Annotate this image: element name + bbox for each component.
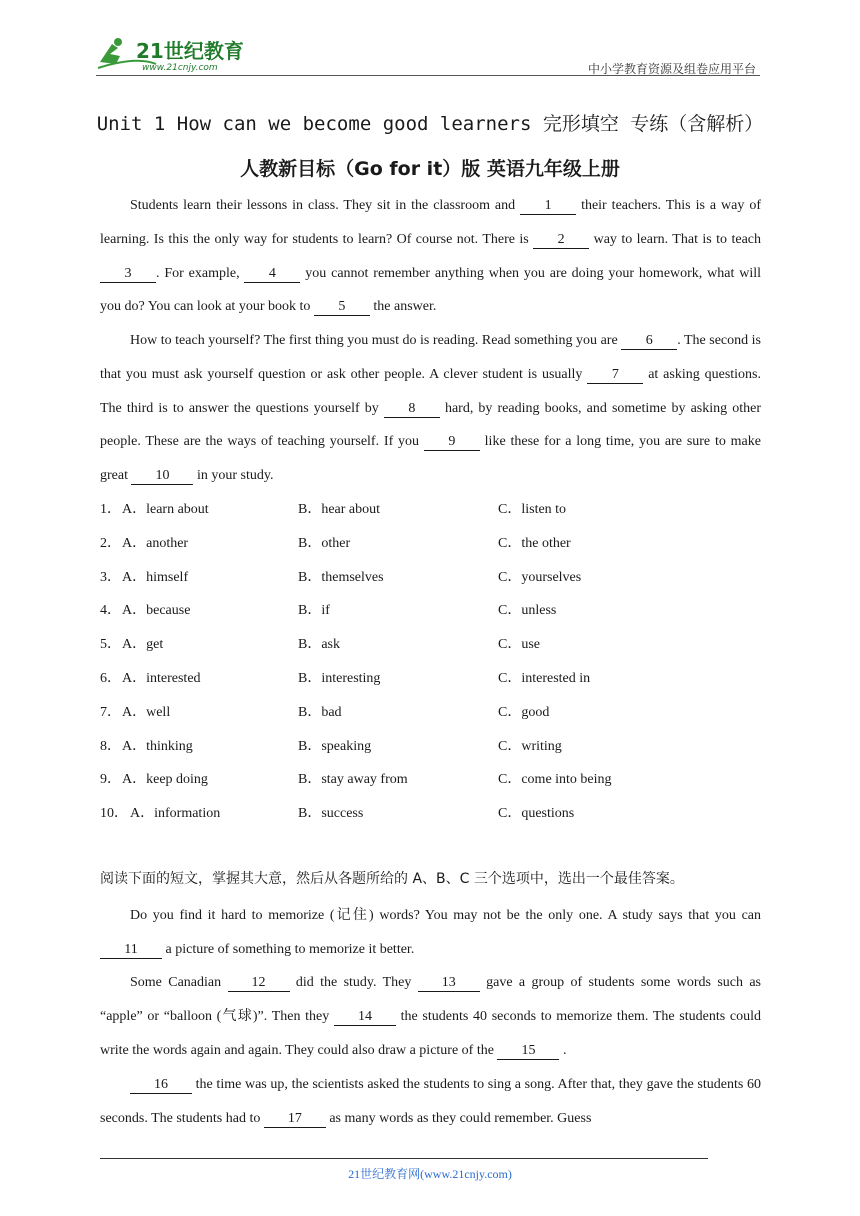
option-c[interactable]: C．unless <box>498 603 557 619</box>
option-row <box>100 666 761 700</box>
blank-6[interactable]: 6 <box>621 333 677 350</box>
passage-1-paragraph-1 <box>100 189 761 324</box>
blank-12[interactable]: 12 <box>228 975 290 992</box>
blank-10[interactable]: 10 <box>131 468 193 485</box>
option-a[interactable]: A．well <box>122 704 171 720</box>
option-c[interactable]: C．yourselves <box>498 569 582 585</box>
option-b[interactable]: B．themselves <box>298 569 384 585</box>
question-number: 9． <box>100 772 121 788</box>
option-row <box>100 734 761 768</box>
option-a[interactable]: A．interested <box>122 670 201 686</box>
passage-text: . For example, <box>156 265 245 281</box>
blank-8[interactable]: 8 <box>384 401 440 418</box>
option-c[interactable]: C．the other <box>498 535 571 551</box>
option-b[interactable]: B．stay away from <box>298 772 408 788</box>
question-number: 8． <box>100 738 121 754</box>
passage-text: did the study. They <box>289 975 418 990</box>
passage-2-paragraph-2 <box>100 966 761 1067</box>
platform-name: 中小学教育资源及组卷应用平台 <box>587 62 756 76</box>
option-a[interactable]: A．information <box>130 806 221 822</box>
option-row <box>100 700 761 734</box>
question-number: 6． <box>100 670 121 686</box>
passage-text: Students learn their lessons in class. They sit in the classroom and <box>130 198 521 213</box>
passage-text: as many words as they could remember. Guess <box>325 1110 592 1126</box>
option-row <box>100 632 761 666</box>
passage-text: the students 40 seconds to memorize them. The students could write the words again and again. They could also draw a picture of the <box>100 1008 761 1058</box>
passage-text: How to teach yourself? The first thing you must do is reading. Read something you are <box>130 333 622 348</box>
passage-text: the answer. <box>369 299 437 315</box>
option-row <box>100 497 761 531</box>
passage-text: like these for a long time, you are sure to make great <box>100 434 761 484</box>
option-b[interactable]: B．success <box>298 806 364 822</box>
blank-3[interactable]: 3 <box>100 266 156 283</box>
blank-16[interactable]: 16 <box>130 1077 192 1094</box>
svg-text:www.21cnjy.com: www.21cnjy.com <box>142 63 218 73</box>
blank-5[interactable]: 5 <box>314 299 370 316</box>
option-a[interactable]: A．get <box>122 637 164 653</box>
question-number: 3． <box>100 569 121 585</box>
option-b[interactable]: B．bad <box>298 704 342 720</box>
option-a[interactable]: A．keep doing <box>122 772 208 788</box>
blank-4[interactable]: 4 <box>244 266 300 283</box>
option-b[interactable]: B．if <box>298 603 330 619</box>
header-divider <box>96 75 760 76</box>
passage-text: in your study. <box>193 468 274 484</box>
blank-11[interactable]: 11 <box>100 942 162 959</box>
question-number: 7． <box>100 704 121 720</box>
svg-text:21世纪教育: 21世纪教育 <box>136 39 244 63</box>
option-c[interactable]: C．questions <box>498 806 575 822</box>
passage-text: their teachers. This is a way of learning. Is this the only way for students to learn? Of course not. There is <box>100 198 761 247</box>
option-row <box>100 801 761 835</box>
question-number: 2． <box>100 535 121 551</box>
option-c[interactable]: C．writing <box>498 738 562 754</box>
passage-text: Do you find it hard to memorize (记住) words? You may not be the only one. A study says that you can <box>130 908 761 923</box>
option-c[interactable]: C．good <box>498 704 550 720</box>
option-a[interactable]: A．himself <box>122 569 189 585</box>
passage-text: . The second is that you must ask yourself question or ask other people. A clever student is usually <box>100 333 762 382</box>
blank-9[interactable]: 9 <box>424 434 480 451</box>
option-c[interactable]: C．interested in <box>498 670 591 686</box>
passage-text: hard, by reading books, and sometime by asking other people. These are the ways of teaching yourself. If you <box>100 400 761 450</box>
page-header <box>96 30 760 76</box>
option-row <box>100 767 761 801</box>
site-logo <box>96 34 266 74</box>
option-row <box>100 598 761 632</box>
question-number: 1． <box>100 502 121 517</box>
option-b[interactable]: B．other <box>298 535 351 551</box>
title-line-1: Unit 1 How can we become good learners 完形填空 专练（含解析） <box>96 113 764 135</box>
blank-14[interactable]: 14 <box>334 1009 396 1026</box>
passage-text: gave a group of students some words such as “apple” or “balloon (气球)”. Then they <box>100 975 762 1024</box>
blank-15[interactable]: 15 <box>497 1043 559 1060</box>
blank-17[interactable]: 17 <box>264 1111 326 1128</box>
passage-text: at asking questions. The third is to answer the questions yourself by <box>100 366 762 416</box>
question-number: 4． <box>100 603 121 619</box>
blank-2[interactable]: 2 <box>533 232 589 249</box>
passage-2-paragraph-1 <box>100 899 761 967</box>
option-c[interactable]: C．listen to <box>498 502 567 517</box>
passage-text: you cannot remember anything when you are doing your homework, what will you do? You can look at your book to <box>100 265 761 315</box>
question-number: 5． <box>100 637 121 653</box>
option-a[interactable]: A．thinking <box>122 738 193 754</box>
passage-1-paragraph-2 <box>100 324 761 493</box>
option-b[interactable]: B．hear about <box>298 502 381 517</box>
passage-text: a picture of something to memorize it better. <box>162 941 415 957</box>
question-number: 10． <box>100 806 128 822</box>
footer-divider <box>100 1158 708 1159</box>
option-c[interactable]: C．use <box>498 637 540 653</box>
option-c[interactable]: C．come into being <box>498 772 612 788</box>
instruction-text: 阅读下面的短文，掌握其大意，然后从各题所给的 A、B、C 三个选项中，选出一个最佳答案。 <box>100 871 684 887</box>
option-b[interactable]: B．interesting <box>298 670 381 686</box>
option-b[interactable]: B．speaking <box>298 738 372 754</box>
passage-text: . <box>559 1042 567 1058</box>
option-row <box>100 565 761 599</box>
option-a[interactable]: A．because <box>122 603 191 619</box>
blank-1[interactable]: 1 <box>520 198 576 215</box>
blank-7[interactable]: 7 <box>587 367 643 384</box>
passage-text: Some Canadian <box>130 975 228 990</box>
blank-13[interactable]: 13 <box>418 975 480 992</box>
footer-link[interactable]: 21世纪教育网(www.21cnjy.com) <box>348 1167 512 1181</box>
option-a[interactable]: A．another <box>122 535 189 551</box>
passage-text: way to learn. That is to teach <box>589 231 761 247</box>
option-row <box>100 531 761 565</box>
option-b[interactable]: B．ask <box>298 637 340 653</box>
passage-text: the time was up, the scientists asked the students to sing a song. After that, they gave the students 60 seconds. The students had to <box>100 1077 761 1126</box>
title-line-2: 人教新目标（Go for it）版 英语九年级上册 <box>240 158 620 180</box>
options-list <box>100 497 761 835</box>
passage-2-paragraph-3 <box>100 1068 761 1136</box>
option-a[interactable]: A．learn about <box>122 502 209 517</box>
